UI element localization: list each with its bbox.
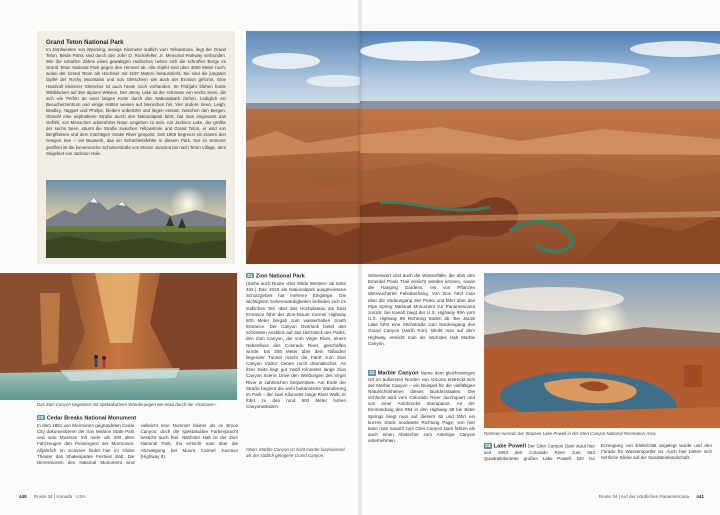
grand-teton-text: Im Nordwesten von Wyoming, wenige Kilometer südlich vom Yellowstone, liegt der Grand Teton. Beide Parks sind durch den John D. Rockefeller, Jr. Memorial Parkway verbunden. Wie die scharfen Zähne eines gewaltigen Haifisches heben sich die schroffen Berge im Grand Teton National Park gegen den Himmel ab. Alle Gipfel sind über 3000 Meter hoch, wobei der Grand Teton als Höchster mit 4197 Metern heraussticht. Sie sind die jüngsten Gipfel der Rocky Mountains und von Gletschern wie auch der Erosion geformt. Eine Handvoll kleinerer Gletscher ist auch heute noch vorhanden. Im Frühjahr blühen bunte Wildblumen auf den alpinen Wiesen. Der Jenny Lake ist der schönste von sechs Seen, die sich wie Perlen an einer langen Kette durch den Nationalpark ziehen. Lediglich ein Besucherzentrum und einige Hütten weisen auf Menschen hin. Vier andere Seen, Leigh, Bradley, Taggart und Phelps, bleiben unberührt und liegen einsam zwischen den Bergen. Obwohl eine asphaltierte Straße durch den Nationalpark führt, hat man insgesamt das Gefühl, von Menschen unberührter Natur umgeben zu sein. Am Jackson Lake, der größte der sechs Seen, säumt die Straße zwischen Yellowstone und Grand Teton, er wird von Bergflüssen und dem mächtigen Snake River gespeist. Seit 1906 begrenzt ein Damm den riesigen See – ein Bauwerk, das ein Schönheitsfehler in diesem Park. Nur im Sommer geöffnet ist die kurvenreiche Schotterstraße von Moose Junction bis nach Teton Village, dem Skigebiet von Jackson Hole. (46, 47, 226, 156)
marble-section (368, 370, 475, 473)
powell-section (484, 443, 712, 473)
narrows-caption: Das Zion Canyon begeistert mit spektakulären Wanderungen wie etwa durch die »Narrows«. (37, 402, 218, 407)
marble-canyon-photo-left (246, 31, 360, 264)
teton-photo (46, 180, 226, 258)
zion-title: Zion National Park (255, 273, 305, 280)
left-footer (19, 494, 86, 499)
lake-caption: Rahmen surreal: der Stausee Lake Powell in der Glen Canyon National Recreation Area. (484, 431, 657, 436)
cedar-number: 20 (38, 415, 44, 420)
right-col1-text: Seherswert sind auch die Wasserfälle, die über den Emerald Pools Trail erreicht werden können, sowie die Hanging Gardens, ein von Pflanzen überwucherter Felsüberhang. Von Zion führt man über die Südausgang des Parks und fährt über das Pipe Spring National Monument zur Panamericana zurück: bei Kanab biegt der U.S. Highway 89A vom U.S. Highway 89 Richtung Süden ab. Bei Jacob Lake führt eine Stichstraße zum Nordeingang des Grand Canyon (North Rim). Bleibt man auf dem Highway, erreicht man als nächstes Halt Marble Canyon. (368, 273, 475, 346)
narrows-photo (0, 273, 237, 400)
right-footer (599, 494, 704, 499)
cedar-heading (37, 415, 137, 422)
marble-canyon-photo-right (360, 31, 720, 264)
right-footer-label: Route 34 | Auf der nördlichen Panamericana (598, 494, 690, 499)
right-page (360, 0, 720, 515)
grand-teton-heading: Grand Teton National Park (46, 39, 124, 46)
powell-number: 23 (485, 443, 491, 448)
marble-number: 22 (369, 370, 375, 375)
marble-title: Marble Canyon (377, 370, 419, 377)
cedar-text: In dem 1851 von Mormonen gegründeten Cedar City dokumentieren der Iron Mission State Park und sein Museum mit mehr als 300 alten Fahrzeugen den Pioniergeist der Mormonen. Alljährlich im Sommer findet hier im Globe Theater das Shakespeare Festival statt. Die Dimensionen des National Monument sind vielleicht eine Nummer kleiner als im Bryce Canyon, doch die spektakuläre Farbenpracht besticht auch hier. Nächster Halt ist der Zion National Park, ihn erreicht man über die Abzweigung bei Mount Carmel Junction (Highway 9). (37, 423, 238, 465)
powell-title: Lake Powell (493, 443, 527, 450)
powell-text: Der Glen Canyon Dam staut hier seit 1963 den Colorado River zum 653 Quadratkilometer großen Lake Powell. Der zur Erzeugung von Elektrizität angelegt wurde und den Furado für Wassersportler ist. Auch hier bieten sich herrliche Blicke auf die Sandsteinlandschaft. (484, 443, 712, 461)
book-gutter (357, 0, 363, 515)
right-page-number: 441 (696, 494, 704, 499)
marble-caption: Oben: Marble Canyon ist nicht minder faszinierend als der südlich gelegene Grand Canyon. (246, 447, 345, 458)
lake-powell-photo (484, 273, 720, 428)
marble-text: Name dem gleichnamigen Ort im äußersten Norden von Arizona erstreckt sich der Marble Canyon – ein Beispiel für die vielfältigen Naturschönheiten dieses Bundesstaates. Die Schlucht wird vom Colorado River durchquert und von einer Autobrücke überspannt. An der Einmündung des 894 in den Highway 89 bei Bitter Springs biegt man auf diesem ab und fährt ein kurzes Stück nordwärts Richtung Page; von hier kann man sowohl zum Glen Canyon Dam fahren als auch einen Abstecher zum Antelope Canyon unternehmen. (368, 370, 475, 444)
left-footer-label: Route 34 | Kanada · USA (33, 494, 86, 499)
zion-heading (246, 273, 360, 280)
left-page-number: 448 (19, 494, 27, 499)
zion-number: 21 (247, 273, 253, 278)
cedar-title: Cedar Breaks National Monument (46, 415, 137, 422)
zion-text: (Siehe auch Route »Der Wilde Westen« ab Seite 462.) Das 1919 als Nationalpark ausgewiesene Schutzgebiet hat mehrere Eingänge. Die wichtigsten Sehenswürdigkeiten befinden sich im südlichen Teil, über das Hochplateau am East Entrance führt der Zion-Mount Carmel Highway 600 Meter bergab zum wasserhalten South Entrance. Der Canyon Overlook bietet den schönsten Ausblick auf das Herzstück des Parks, den Zion Canyon, der vom Virgin River, einem Nebenfluss des Colorado River, geschaffen wurde. Ein 255 Meter über dem Talboden liegender Tunnel macht die Fahrt zum Zion Canyon Visitor Center noch dramatischer. An ihrer Seite liegt gut zwölf Kilometer lange Zion Canyon Scenic Drive den Windungen des Virgin River in zahlreichen Serpentinen. Am Ende der Straße beginnt die wohl bekannteste Wanderung im Park – der zwei Kilometer lange River Walk; er führt zu den rund 600 Meter hohen Canyonwänden. (246, 281, 346, 410)
